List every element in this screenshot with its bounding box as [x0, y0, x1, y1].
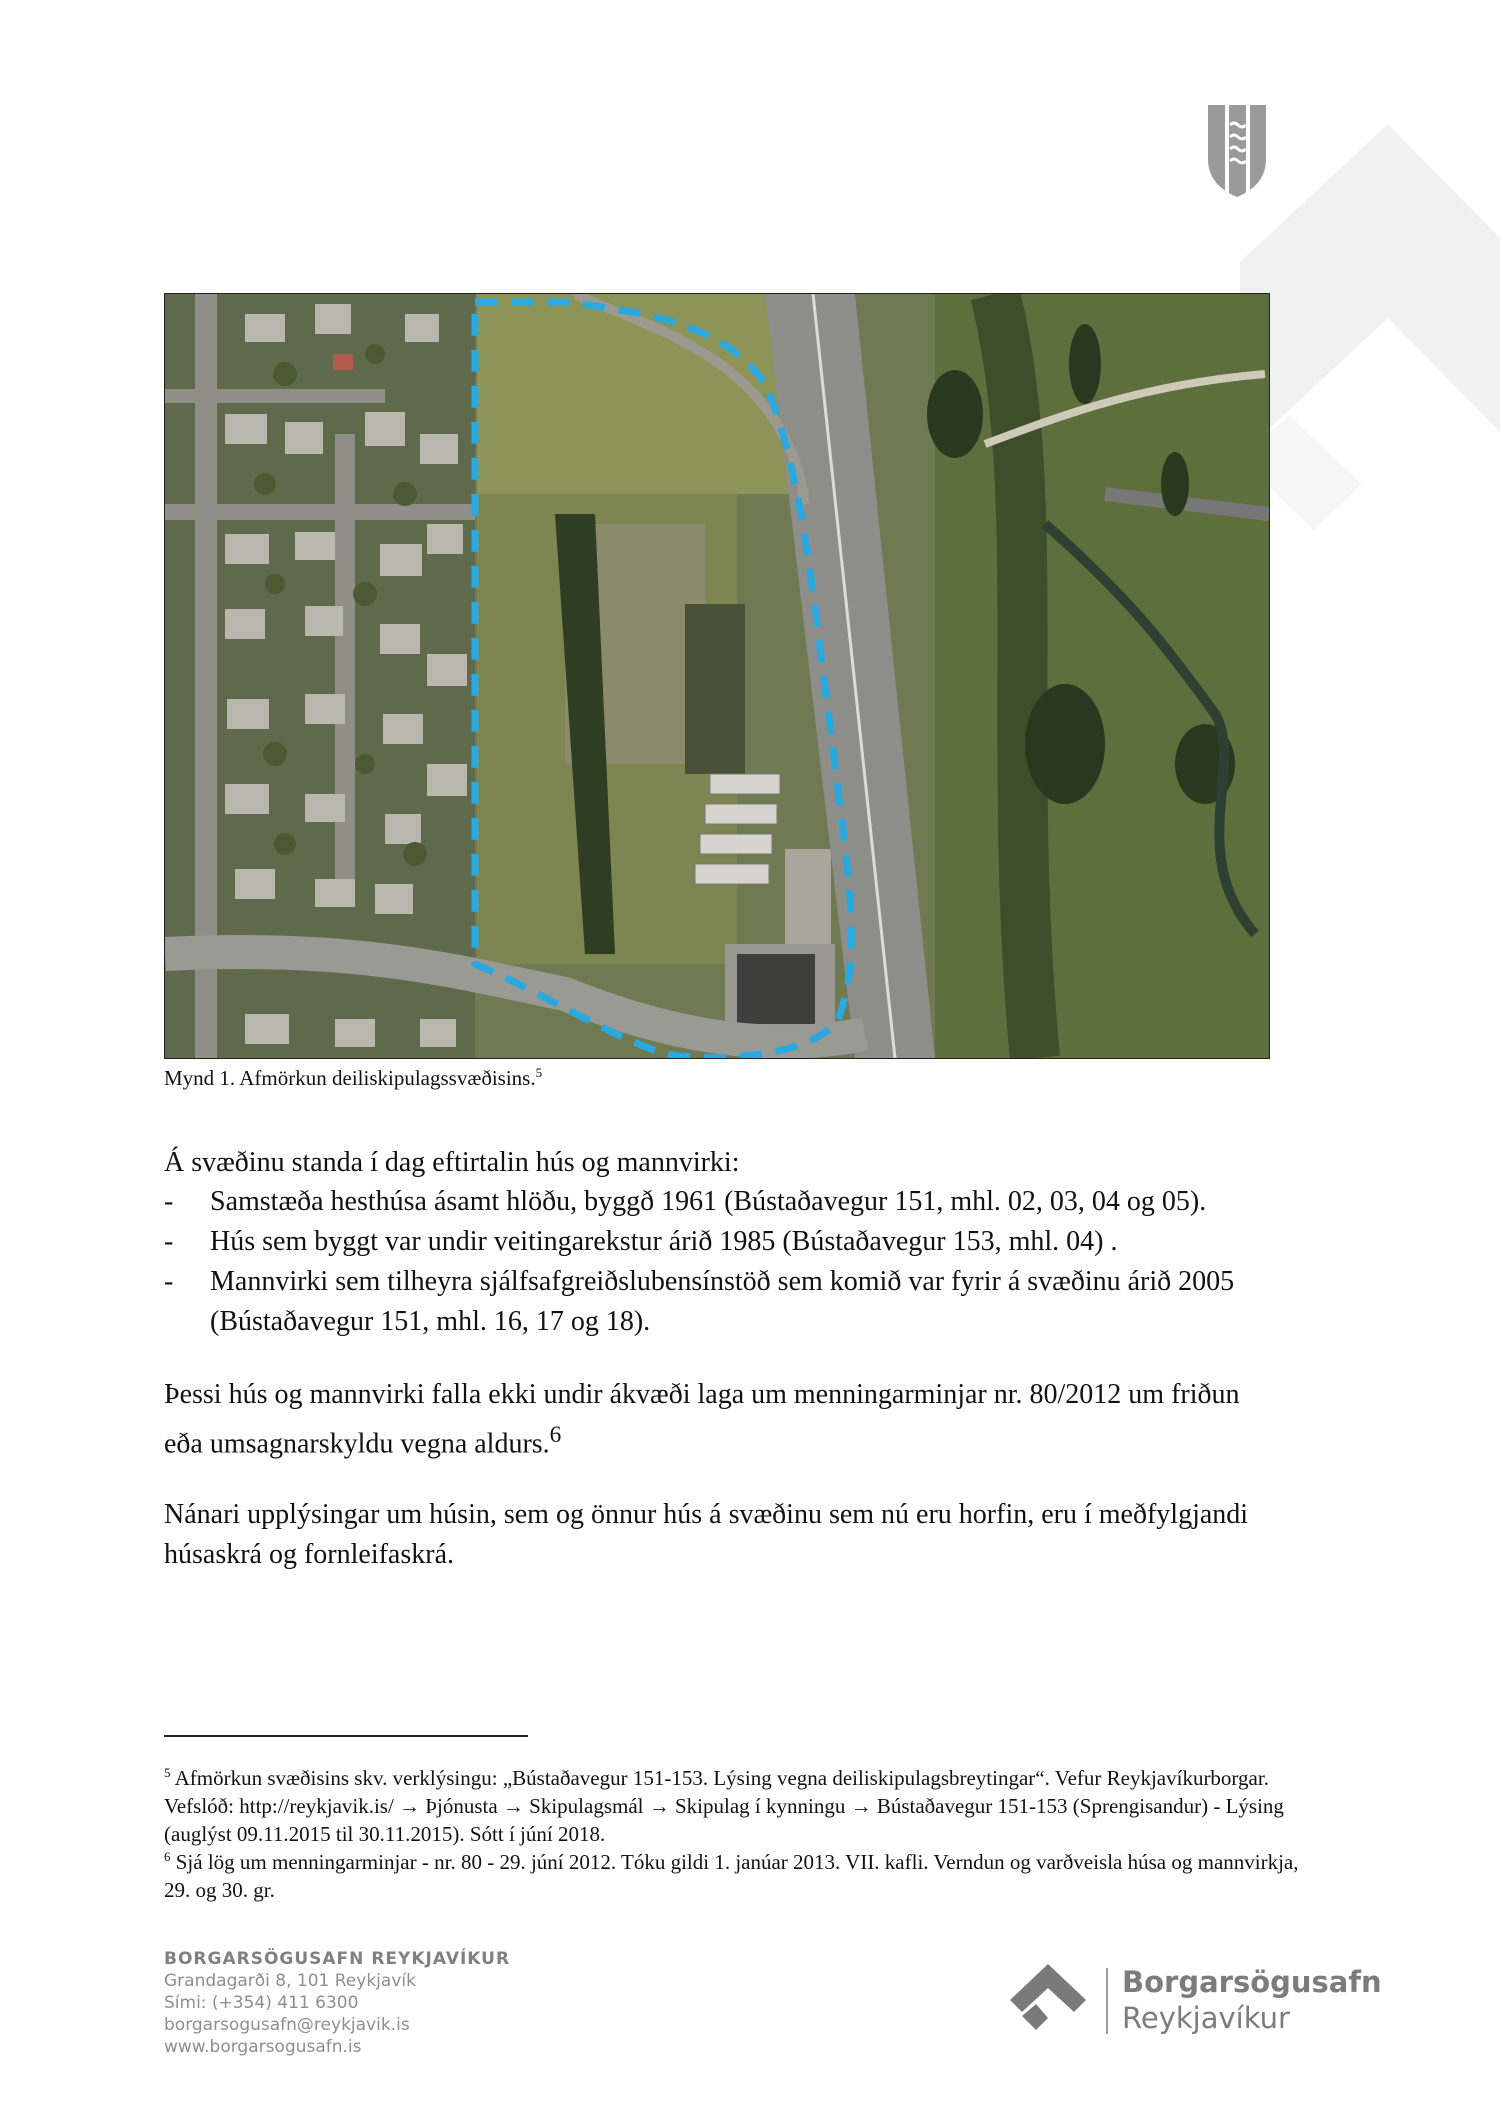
figure-caption-text: Mynd 1. Afmörkun deiliskipulagssvæðisins. [164, 1066, 536, 1090]
bullet-dash: - [164, 1266, 174, 1297]
footnote-separator [164, 1735, 528, 1737]
footer-email[interactable]: borgarsogusafn@reykjavik.is [164, 2015, 410, 2035]
paragraph-legal-status: Þessi hús og mannvirki falla ekki undir ákvæði laga um menningarminjar nr. 80/2012 um friðun eða umsagnarskyldu vegna aldurs.$^6$ [164, 1379, 1240, 1460]
footnote-5: $^5$ Afmörkun svæðisins skv. verklýsingu: „Bústaðavegur 151-153. Lýsing vegna deiliskipulagsbreytingar“. Vefur Reykjavíkurborgar. Vefslóð: http://reykjavik.is/ → Þjónusta → Skipulagsmál → Skipulag í kynningu → Bústaðavegur 151-153 (Sprengisandur) - Lýsing (auglýst 09.11.2015 til 30.11.2015). Sótt í júní 2018. [164, 1765, 1284, 1846]
footnote-ref-6: 6 [549, 1422, 562, 1448]
footnote-ref-5: 5 [535, 1065, 543, 1080]
paragraph-more-info: Nánari upplýsingar um húsin, sem og önnur hús á svæðinu sem nú eru horfin, eru í meðfylgjandi húsaskrá og fornleifaskrá. [164, 1499, 1249, 1570]
bullet-dash: - [164, 1226, 174, 1257]
footnotes [164, 1764, 1314, 1904]
bullet-dash: - [164, 1186, 174, 1217]
list-item: - Mannvirki sem tilheyra sjálfsafgreiðslubensínstöð sem komið var fyrir á svæðinu árið 2005 (Bústaðavegur 151, mhl. 16, 17 og 18). [164, 1262, 1284, 1342]
list-item: - Samstæða hesthúsa ásamt hlöðu, byggð 1961 (Bústaðavegur 151, mhl. 02, 03, 04 og 05). [164, 1182, 1284, 1222]
logo-line-2: Reykjavíkur [1122, 2001, 1290, 2035]
logo-wordmark [1122, 1964, 1382, 2036]
logo-line-1: Borgarsögusafn [1122, 1965, 1382, 1999]
reykjavik-crest-icon [1206, 103, 1268, 199]
intro-text: Á svæðinu standa í dag eftirtalin hús og mannvirki: [164, 1147, 740, 1178]
figure-caption [164, 1066, 542, 1091]
footer-org-name: BORGARSÖGUSAFN REYKJAVÍKUR [164, 1949, 511, 1969]
footer-contact [164, 1948, 510, 2058]
footer-website[interactable]: www.borgarsogusafn.is [164, 2037, 362, 2057]
footer-phone: Sími: (+354) 411 6300 [164, 1993, 359, 2013]
structures-list [164, 1182, 1284, 1342]
aerial-map-image [164, 293, 1270, 1059]
list-item: - Hús sem byggt var undir veitingarekstur árið 1985 (Bústaðavegur 153, mhl. 04) . [164, 1222, 1284, 1262]
footnote-6: $^6$ Sjá lög um menningarminjar - nr. 80 - 29. júní 2012. Tóku gildi 1. janúar 2013. VII. kafli. Verndun og varðveisla húsa og mannvirkja, 29. og 30. gr. [164, 1849, 1299, 1902]
footer-address: Grandagarði 8, 101 Reykjavík [164, 1971, 416, 1991]
